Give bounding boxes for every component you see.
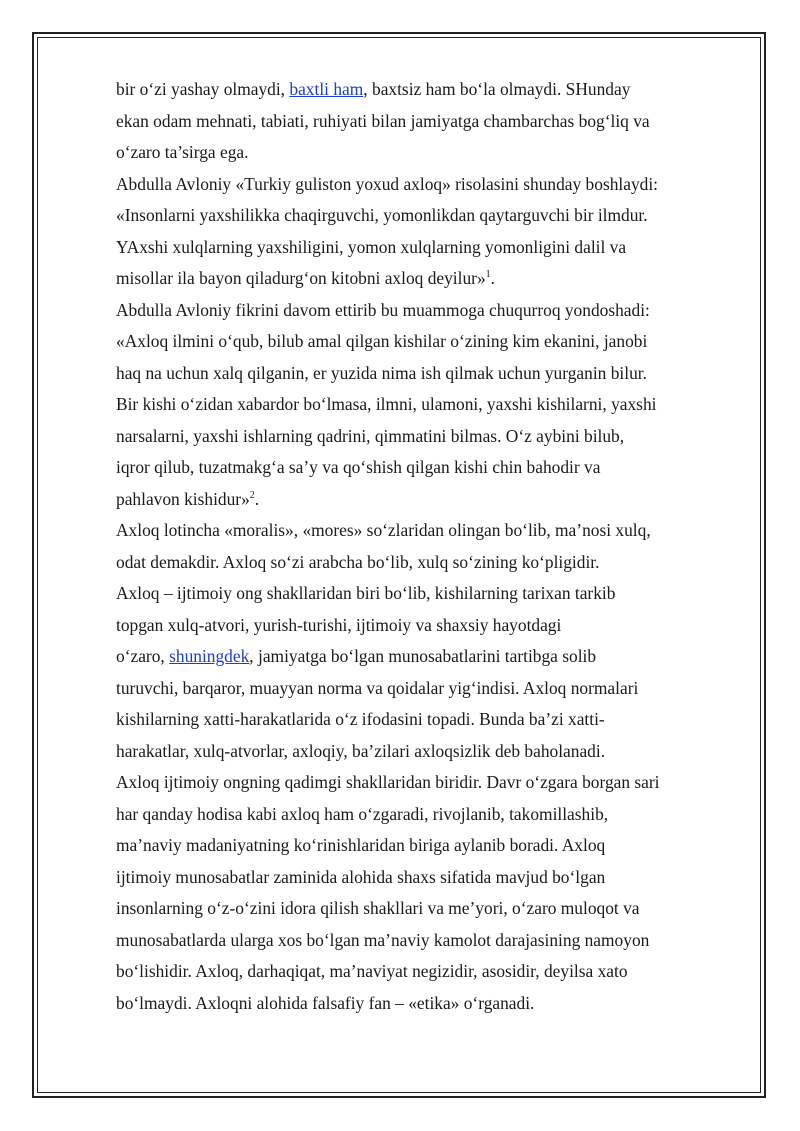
text-line: kishilarning xatti-harakatlarida o‘z ifodasini topadi. Bunda ba’zi xatti- [116, 709, 605, 729]
text-line [116, 641, 716, 673]
text-line: ekan odam mehnati, tabiati, ruhiyati bilan jamiyatga chambarchas bog‘liq va [116, 110, 650, 131]
text-line: o‘zaro ta’sirga ega. [116, 142, 249, 162]
footnote-ref-1[interactable]: 1 [485, 269, 491, 281]
text-segment: bir o‘zi yashay olmaydi, [116, 79, 290, 99]
text-line: Axloq lotincha «moralis», «mores» so‘zlaridan olingan bo‘lib, ma’nosi xulq, [116, 520, 651, 540]
text-line: har qanday hodisa kabi axloq ham o‘zgaradi, rivojlanib, takomillashib, [116, 803, 609, 824]
text-line [116, 74, 716, 106]
footnote-ref-2[interactable]: 2 [249, 489, 255, 501]
text-segment: , jamiyatga bo‘lgan munosabatlarini tartibga solib [249, 646, 597, 666]
text-line: Abdulla Avloniy fikrini davom ettirib bu muammoga chuqurroq yondoshadi: [116, 299, 650, 320]
text-line: munosabatlarda ularga xos bo‘lgan ma’naviy kamolot darajasining namoyon [116, 929, 650, 950]
text-segment: , baxtsiz ham bo‘la olmaydi. SHunday [363, 79, 631, 99]
text-line: Abdulla Avloniy «Turkiy guliston yoxud axloq» risolasini shunday boshlaydi: [116, 173, 659, 194]
text-segment: . [490, 268, 496, 288]
text-line: haq na uchun xalq qilganin, er yuzida nima ish qilmak uchun yurganin bilur. [116, 362, 647, 383]
text-line [116, 263, 716, 295]
text-line: harakatlar, xulq-atvorlar, axloqiy, ba’zilari axloqsizlik deb baholanadi. [116, 740, 606, 761]
text-line: YAxshi xulqlarning yaxshiligini, yomon xulqlarning yomonligini dalil va [116, 236, 627, 257]
text-line: odat demakdir. Axloq so‘zi arabcha bo‘lib, xulq so‘zining ko‘pligidir. [116, 551, 600, 572]
text-segment: . [254, 488, 260, 509]
document-body [116, 74, 716, 1019]
text-line: «Axloq ilmini o‘qub, bilub amal qilgan kishilar o‘zining kim ekanini, janobi [116, 331, 648, 351]
text-line: «Insonlarni yaxshilikka chaqirguvchi, yomonlikdan qaytarguvchi bir ilmdur. [116, 205, 648, 225]
text-line: bo‘lishidir. Axloq, darhaqiqat, ma’naviyat negizidir, asosidir, deyilsa xato [116, 961, 628, 981]
text-segment: misollar ila bayon qiladurg‘on kitobni axloq deyilur» [116, 268, 486, 288]
text-line: bo‘lmaydi. Axloqni alohida falsafiy fan – «etika» o‘rganadi. [116, 992, 535, 1013]
text-line: ma’naviy madaniyatning ko‘rinishlaridan biriga aylanib boradi. Axloq [116, 835, 606, 855]
text-line [116, 484, 716, 516]
hyperlink-shuningdek[interactable]: shuningdek [169, 646, 250, 666]
text-line: iqror qilub, tuzatmakg‘a sa’y va qo‘shish qilgan kishi chin bahodir va [116, 457, 601, 477]
text-line: topgan xulq-atvori, yurish-turishi, ijtimoiy va shaxsiy hayotdagi [116, 614, 562, 635]
text-line: ijtimoiy munosabatlar zaminida alohida shaxs sifatida mavjud bo‘lgan [116, 866, 606, 887]
text-line: insonlarning o‘z-o‘zini idora qilish shakllari va me’yori, o‘zaro muloqot va [116, 898, 640, 918]
text-line: turuvchi, barqaror, muayyan norma va qoidalar yig‘indisi. Axloq normalari [116, 677, 639, 698]
hyperlink-baxtli-ham[interactable]: baxtli ham [289, 79, 364, 99]
text-line: Bir kishi o‘zidan xabardor bo‘lmasa, ilmni, ulamoni, yaxshi kishilarni, yaxshi [116, 394, 657, 414]
text-segment: pahlavon kishidur» [116, 488, 250, 509]
text-line: narsalarni, yaxshi ishlarning qadrini, qimmatini bilmas. O‘z aybini bilub, [116, 425, 625, 446]
text-line: Axloq – ijtimoiy ong shakllaridan biri bo‘lib, kishilarning tarixan tarkib [116, 583, 616, 603]
text-line: Axloq ijtimoiy ongning qadimgi shakllaridan biridir. Davr o‘zgara borgan sari [116, 772, 660, 792]
text-segment: o‘zaro, [116, 646, 170, 666]
